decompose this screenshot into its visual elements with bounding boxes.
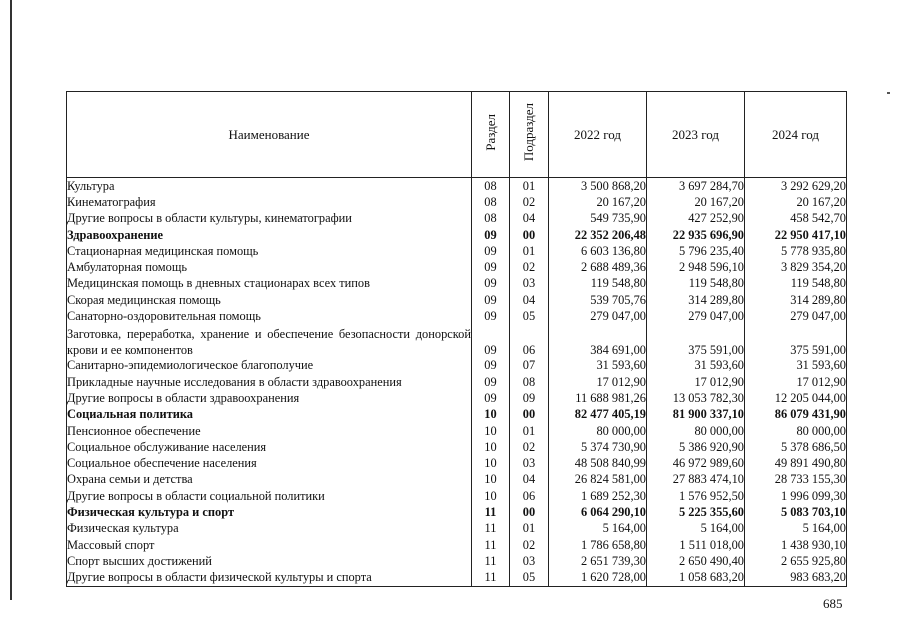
row-value-2022: 5 164,00 [549,521,647,537]
row-section: 10 [472,488,510,504]
row-section: 11 [472,553,510,569]
row-subsection: 06 [510,325,549,358]
row-value-2024: 17 012,90 [745,374,847,390]
header-section-label: Раздел [482,114,498,151]
row-value-2022: 80 000,00 [549,423,647,439]
row-section: 09 [472,276,510,292]
header-2023: 2023 год [647,92,745,178]
row-name: Социальная политика [67,407,472,423]
row-subsection: 05 [510,308,549,324]
scan-speck [887,92,890,94]
table-row [67,243,847,259]
row-value-2022: 1 620 728,00 [549,570,647,587]
table-row [67,308,847,324]
row-value-2024: 5 378 686,50 [745,439,847,455]
row-name: Массовый спорт [67,537,472,553]
row-subsection: 09 [510,390,549,406]
row-value-2022: 3 500 868,20 [549,178,647,195]
row-subsection: 02 [510,259,549,275]
row-subsection: 01 [510,243,549,259]
row-section: 10 [472,472,510,488]
row-name: Скорая медицинская помощь [67,292,472,308]
row-name: Здравоохранение [67,227,472,243]
row-name: Физическая культура [67,521,472,537]
row-section: 11 [472,521,510,537]
row-value-2023: 2 650 490,40 [647,553,745,569]
row-value-2024: 1 996 099,30 [745,488,847,504]
row-subsection: 02 [510,194,549,210]
row-value-2023: 81 900 337,10 [647,407,745,423]
row-name: Прикладные научные исследования в области здравоохранения [67,374,472,390]
row-value-2024: 20 167,20 [745,194,847,210]
table-row [67,472,847,488]
table-row [67,358,847,374]
row-name: Медицинская помощь в дневных стационарах всех типов [67,276,472,292]
row-value-2023: 1 058 683,20 [647,570,745,587]
row-value-2023: 119 548,80 [647,276,745,292]
table-row [67,553,847,569]
row-value-2023: 20 167,20 [647,194,745,210]
row-value-2022: 82 477 405,19 [549,407,647,423]
row-value-2023: 27 883 474,10 [647,472,745,488]
header-subsection [510,92,549,178]
row-value-2024: 22 950 417,10 [745,227,847,243]
row-section: 08 [472,194,510,210]
row-value-2022: 22 352 206,48 [549,227,647,243]
row-value-2022: 1 689 252,30 [549,488,647,504]
row-name: Культура [67,178,472,195]
row-value-2023: 80 000,00 [647,423,745,439]
row-value-2023: 5 225 355,60 [647,504,745,520]
row-value-2023: 375 591,00 [647,325,745,358]
row-value-2024: 375 591,00 [745,325,847,358]
row-name: Другие вопросы в области социальной политики [67,488,472,504]
table-row [67,537,847,553]
row-value-2022: 26 824 581,00 [549,472,647,488]
row-section: 10 [472,407,510,423]
row-value-2023: 22 935 696,90 [647,227,745,243]
table-row [67,570,847,587]
table-row [67,211,847,227]
table-row [67,194,847,210]
row-subsection: 01 [510,423,549,439]
row-section: 09 [472,325,510,358]
row-value-2023: 5 796 235,40 [647,243,745,259]
row-value-2022: 279 047,00 [549,308,647,324]
row-subsection: 00 [510,504,549,520]
row-value-2023: 5 164,00 [647,521,745,537]
row-value-2023: 1 511 018,00 [647,537,745,553]
row-name: Амбулаторная помощь [67,259,472,275]
row-value-2022: 11 688 981,26 [549,390,647,406]
row-subsection: 05 [510,570,549,587]
row-subsection: 02 [510,439,549,455]
table-row [67,178,847,195]
row-subsection: 02 [510,537,549,553]
row-value-2024: 5 778 935,80 [745,243,847,259]
row-value-2022: 48 508 840,99 [549,455,647,471]
row-value-2024: 12 205 044,00 [745,390,847,406]
row-value-2024: 3 292 629,20 [745,178,847,195]
row-section: 08 [472,211,510,227]
row-value-2024: 3 829 354,20 [745,259,847,275]
row-value-2023: 31 593,60 [647,358,745,374]
row-section: 09 [472,390,510,406]
row-subsection: 03 [510,553,549,569]
row-value-2022: 1 786 658,80 [549,537,647,553]
row-name: Санаторно-оздоровительная помощь [67,308,472,324]
row-value-2024: 86 079 431,90 [745,407,847,423]
row-value-2023: 17 012,90 [647,374,745,390]
row-section: 09 [472,227,510,243]
row-section: 10 [472,439,510,455]
row-name: Заготовка, переработка, хранение и обеспечение безопасности донорской крови и ее компонентов [67,326,471,357]
row-subsection: 00 [510,227,549,243]
header-name: Наименование [67,92,472,178]
row-section: 09 [472,243,510,259]
table-row [67,488,847,504]
row-name: Физическая культура и спорт [67,504,472,520]
row-name: Социальное обслуживание населения [67,439,472,455]
table-row [67,325,847,358]
row-name: Стационарная медицинская помощь [67,243,472,259]
header-subsection-label: Подраздел [521,103,536,162]
table-row [67,227,847,243]
row-value-2022: 384 691,00 [549,325,647,358]
row-subsection: 03 [510,276,549,292]
row-value-2022: 119 548,80 [549,276,647,292]
row-value-2024: 119 548,80 [745,276,847,292]
page-number: 685 [823,596,843,611]
row-value-2023: 2 948 596,10 [647,259,745,275]
row-section: 10 [472,455,510,471]
row-section: 09 [472,259,510,275]
row-value-2023: 1 576 952,50 [647,488,745,504]
row-subsection: 04 [510,292,549,308]
table-row [67,521,847,537]
row-section: 09 [472,358,510,374]
row-section: 09 [472,292,510,308]
table-row [67,292,847,308]
row-value-2024: 983 683,20 [745,570,847,587]
table-row [67,390,847,406]
row-section: 09 [472,308,510,324]
row-value-2024: 314 289,80 [745,292,847,308]
row-name: Охрана семьи и детства [67,472,472,488]
row-value-2024: 5 164,00 [745,521,847,537]
row-subsection: 04 [510,211,549,227]
table-row [67,455,847,471]
row-name: Кинематография [67,194,472,210]
table-row [67,259,847,275]
row-value-2022: 2 651 739,30 [549,553,647,569]
row-subsection: 01 [510,178,549,195]
table-row [67,374,847,390]
row-name: Спорт высших достижений [67,553,472,569]
row-section: 11 [472,504,510,520]
row-section: 11 [472,537,510,553]
row-value-2023: 13 053 782,30 [647,390,745,406]
row-value-2022: 6 064 290,10 [549,504,647,520]
row-subsection: 08 [510,374,549,390]
row-value-2022: 6 603 136,80 [549,243,647,259]
table-row [67,439,847,455]
row-value-2023: 279 047,00 [647,308,745,324]
row-value-2022: 2 688 489,36 [549,259,647,275]
row-name: Социальное обеспечение населения [67,455,472,471]
row-value-2024: 49 891 490,80 [745,455,847,471]
row-value-2023: 46 972 989,60 [647,455,745,471]
row-value-2022: 539 705,76 [549,292,647,308]
table-row [67,423,847,439]
header-2024: 2024 год [745,92,847,178]
row-value-2024: 1 438 930,10 [745,537,847,553]
row-subsection: 00 [510,407,549,423]
row-value-2024: 458 542,70 [745,211,847,227]
row-subsection: 03 [510,455,549,471]
table-row [67,504,847,520]
row-name: Другие вопросы в области здравоохранения [67,390,472,406]
row-value-2022: 549 735,90 [549,211,647,227]
row-value-2022: 20 167,20 [549,194,647,210]
header-section [472,92,510,178]
row-value-2024: 28 733 155,30 [745,472,847,488]
table-row [67,276,847,292]
row-value-2023: 314 289,80 [647,292,745,308]
row-name: Пенсионное обеспечение [67,423,472,439]
header-2022: 2022 год [549,92,647,178]
row-section: 08 [472,178,510,195]
row-subsection: 07 [510,358,549,374]
row-name: Другие вопросы в области физической культуры и спорта [67,570,472,587]
row-subsection: 04 [510,472,549,488]
row-section: 11 [472,570,510,587]
table-header-row [67,92,847,178]
row-name: Санитарно-эпидемиологическое благополучие [67,358,472,374]
row-value-2023: 5 386 920,90 [647,439,745,455]
row-value-2022: 31 593,60 [549,358,647,374]
binding-edge-line [10,0,12,600]
row-section: 09 [472,374,510,390]
row-subsection: 01 [510,521,549,537]
table-row [67,407,847,423]
row-value-2022: 5 374 730,90 [549,439,647,455]
row-value-2024: 31 593,60 [745,358,847,374]
row-name: Другие вопросы в области культуры, кинематографии [67,211,472,227]
row-value-2023: 427 252,90 [647,211,745,227]
row-value-2024: 80 000,00 [745,423,847,439]
row-value-2024: 279 047,00 [745,308,847,324]
row-value-2023: 3 697 284,70 [647,178,745,195]
budget-table [66,91,847,587]
row-value-2024: 2 655 925,80 [745,553,847,569]
row-subsection: 06 [510,488,549,504]
row-value-2024: 5 083 703,10 [745,504,847,520]
row-value-2022: 17 012,90 [549,374,647,390]
row-section: 10 [472,423,510,439]
